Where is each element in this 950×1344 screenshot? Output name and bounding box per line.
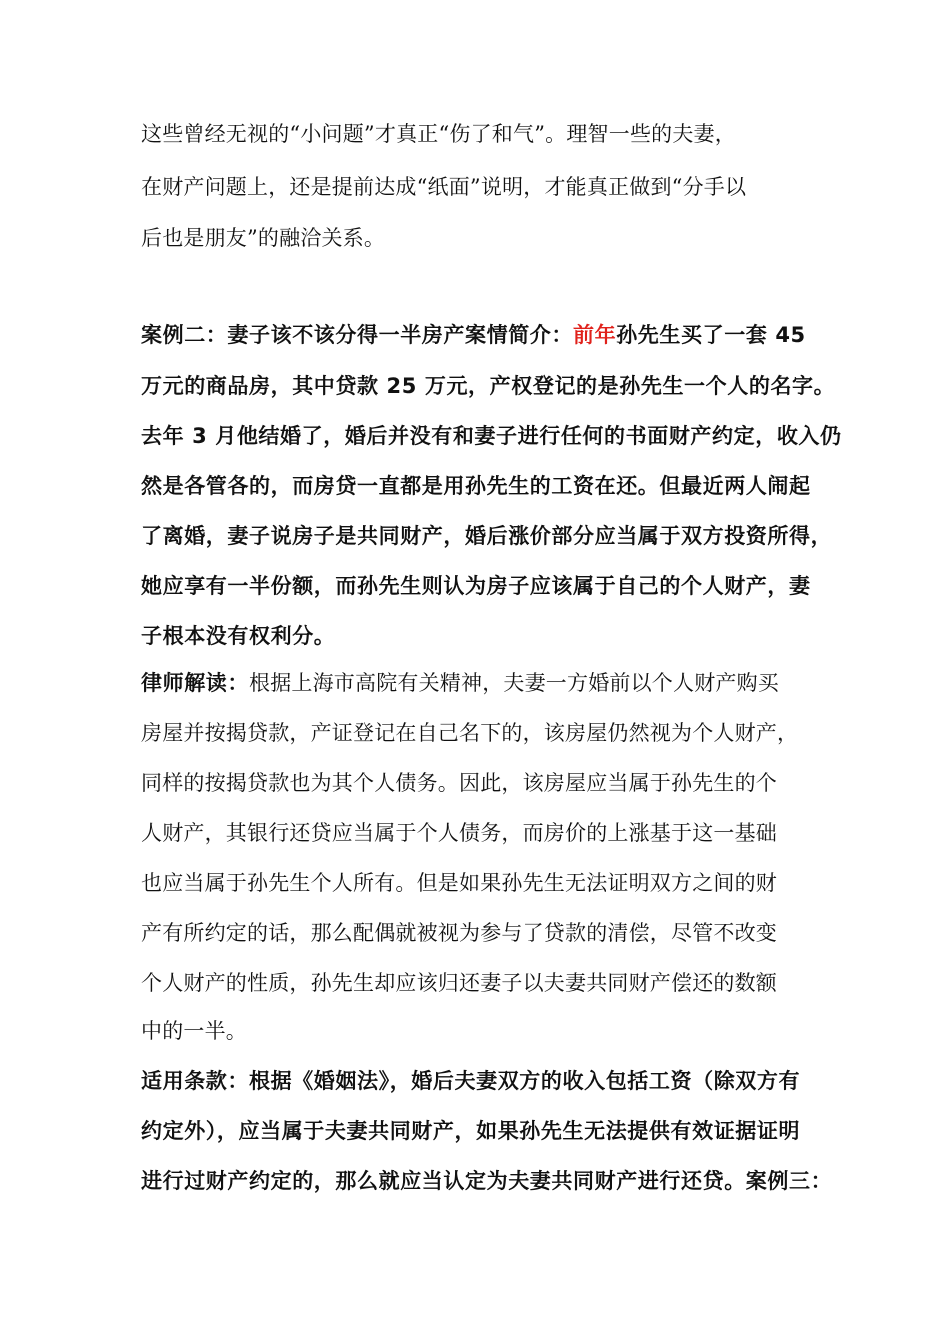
- lawyer-line-1-rest: 根据上海市高院有关精神，夫妻一方婚前以个人财产购买: [249, 671, 779, 695]
- clause-line-2: 约定外），应当属于夫妻共同财产，如果孙先生无法提供有效证据证明: [141, 1119, 801, 1143]
- case2-line-4: 然是各管各的，而房贷一直都是用孙先生的工资在还。但最近两人闹起: [141, 474, 811, 498]
- case2-line-1-rest: 孙先生买了一套 45: [616, 323, 806, 347]
- clause-line-1: 适用条款：根据《婚姻法》，婚后夫妻双方的收入包括工资（除双方有: [141, 1069, 801, 1093]
- case2-line-7: 子根本没有权利分。: [141, 624, 336, 648]
- clause-line-3: 进行过财产约定的，那么就应当认定为夫妻共同财产进行还贷。案例三：: [141, 1169, 833, 1193]
- intro-line-3: 后也是朋友”的融洽关系。: [141, 226, 386, 250]
- intro-line-1: 这些曾经无视的“小问题”才真正“伤了和气”。理智一些的夫妻，: [141, 122, 736, 146]
- case2-line-5: 了离婚，妻子说房子是共同财产，婚后涨价部分应当属于双方投资所得，: [141, 524, 833, 548]
- lawyer-line-2: 房屋并按揭贷款，产证登记在自己名下的，该房屋仍然视为个人财产，: [141, 721, 799, 745]
- case2-line-1: [141, 320, 806, 350]
- lawyer-line-6: 产有所约定的话，那么配偶就被视为参与了贷款的清偿，尽管不改变: [141, 921, 777, 945]
- highlighted-year: 前年: [573, 323, 617, 347]
- lawyer-line-1: [141, 668, 779, 698]
- intro-line-2: 在财产问题上，还是提前达成“纸面”说明，才能真正做到“分手以: [141, 175, 747, 199]
- lawyer-label: 律师解读：: [141, 671, 249, 695]
- lawyer-line-8: 中的一半。: [141, 1019, 247, 1043]
- lawyer-line-7: 个人财产的性质，孙先生却应该归还妻子以夫妻共同财产偿还的数额: [141, 971, 777, 995]
- case2-line-6: 她应享有一半份额，而孙先生则认为房子应该属于自己的个人财产，妻: [141, 574, 811, 598]
- lawyer-line-3: 同样的按揭贷款也为其个人债务。因此，该房屋应当属于孙先生的个: [141, 771, 777, 795]
- case2-line-2: 万元的商品房，其中贷款 25 万元，产权登记的是孙先生一个人的名字。: [141, 374, 836, 398]
- lawyer-line-4: 人财产，其银行还贷应当属于个人债务，而房价的上涨基于这一基础: [141, 821, 777, 845]
- case2-heading: 案例二：妻子该不该分得一半房产案情简介：: [141, 323, 573, 347]
- case2-line-3: 去年 3 月他结婚了，婚后并没有和妻子进行任何的书面财产约定，收入仍: [141, 424, 842, 448]
- lawyer-line-5: 也应当属于孙先生个人所有。但是如果孙先生无法证明双方之间的财: [141, 871, 777, 895]
